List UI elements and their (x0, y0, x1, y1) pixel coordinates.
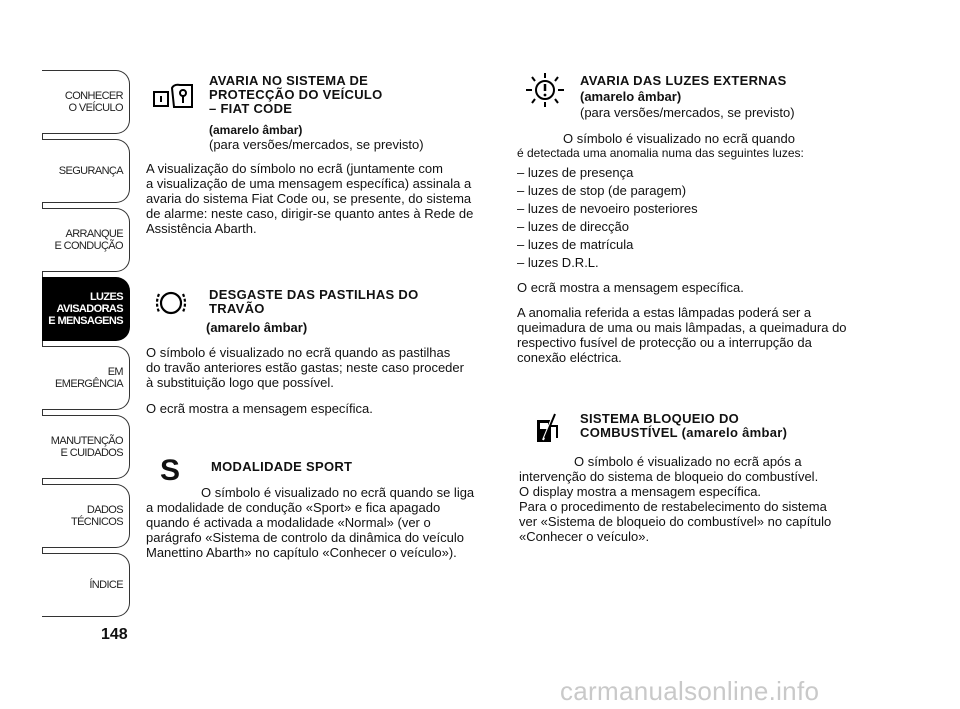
fiat-code-body: A visualização do símbolo no ecrã (juntamente com a visualização de uma mensagem específica) assinala a avaria do sistema Fiat Code ou, se presente, do sistema de alarme: neste caso, dirigir-se quanto antes à Rede de Assistência Abarth. (146, 161, 474, 236)
list-item: – luzes de matrícula (517, 237, 634, 252)
brake-pad-icon (153, 288, 189, 323)
external-lights-body3: A anomalia referida a estas lâmpadas poderá ser a queimadura de uma ou mais lâmpadas, a queimadura do respectivo fusível de protecção ou a interrupção da conexão eléctrica. (517, 305, 847, 365)
sport-title: MODALIDADE SPORT (211, 459, 353, 474)
tab-seguranca[interactable]: SEGURANÇA (42, 139, 130, 203)
tab-conhecer-veiculo[interactable]: CONHECER O VEÍCULO (42, 70, 130, 134)
list-item: – luzes de stop (de paragem) (517, 183, 687, 198)
fiat-code-versions-note: (para versões/mercados, se previsto) (209, 137, 424, 152)
list-item: – luzes de direcção (517, 219, 630, 234)
page-number: 148 (101, 626, 128, 643)
brake-pads-color-note: (amarelo âmbar) (206, 320, 308, 335)
fiat-code-color-note: (amarelo âmbar) (209, 123, 303, 137)
tab-luzes-avisadoras[interactable]: LUZES AVISADORAS E MENSAGENS (42, 277, 130, 341)
sport-body: O símbolo é visualizado no ecrã quando se liga a modalidade de condução «Sport» e fica apagado quando é activada a modalidade «Normal» (ver o parágrafo «Sistema de controlo da dinâmica do veículo Manettino Abarth» no capítulo «Conhecer o veículo»). (146, 485, 475, 560)
tab-arranque-conducao[interactable]: ARRANQUE E CONDUÇÃO (42, 208, 130, 272)
tab-dados-tecnicos[interactable]: DADOS TÉCNICOS (42, 484, 130, 548)
external-lights-intro: O símbolo é visualizado no ecrã quando é detectada uma anomalia numa das seguintes luzes: (517, 131, 804, 160)
external-lights-color-note: (amarelo âmbar) (580, 89, 682, 104)
fuel-block-body: O símbolo é visualizado no ecrã após a intervenção do sistema de bloqueio do combustível. O display mostra a mensagem específica. Para o procedimento de restabelecimento do sistema ver «Sistema de bloqueio do combustível» no capítulo «Conhecer o veículo». (519, 454, 832, 544)
brake-pads-body2: O ecrã mostra a mensagem específica. (146, 401, 373, 416)
brake-pads-body: O símbolo é visualizado no ecrã quando as pastilhas do travão anteriores estão gastas; neste caso proceder à substituição logo que possível. (146, 345, 464, 390)
watermark: carmanualsonline.info (560, 676, 820, 706)
tab-manutencao[interactable]: MANUTENÇÃO E CUIDADOS (42, 415, 130, 479)
key-lock-icon (152, 82, 196, 115)
external-lights-list (517, 164, 698, 272)
sport-s-icon: S (160, 454, 181, 487)
fuel-cutoff-icon (533, 412, 563, 449)
tab-indice[interactable]: ÍNDICE (42, 553, 130, 617)
list-item: – luzes de nevoeiro posteriores (517, 201, 698, 216)
external-light-fault-icon (524, 72, 566, 113)
external-lights-versions-note: (para versões/mercados, se previsto) (580, 105, 795, 120)
external-lights-body2: O ecrã mostra a mensagem específica. (517, 280, 744, 295)
brake-pads-title: DESGASTE DAS PASTILHAS DO TRAVÃO (209, 287, 419, 316)
fiat-code-title: AVARIA NO SISTEMA DE PROTECÇÃO DO VEÍCULO – FIAT CODE (209, 73, 383, 116)
list-item: – luzes de presença (517, 165, 634, 180)
tab-em-emergencia[interactable]: EM EMERGÊNCIA (42, 346, 130, 410)
external-lights-title: AVARIA DAS LUZES EXTERNAS (580, 73, 787, 88)
list-item: – luzes D.R.L. (517, 255, 599, 270)
fuel-block-title: SISTEMA BLOQUEIO DO COMBUSTÍVEL (amarelo âmbar) (580, 411, 788, 440)
